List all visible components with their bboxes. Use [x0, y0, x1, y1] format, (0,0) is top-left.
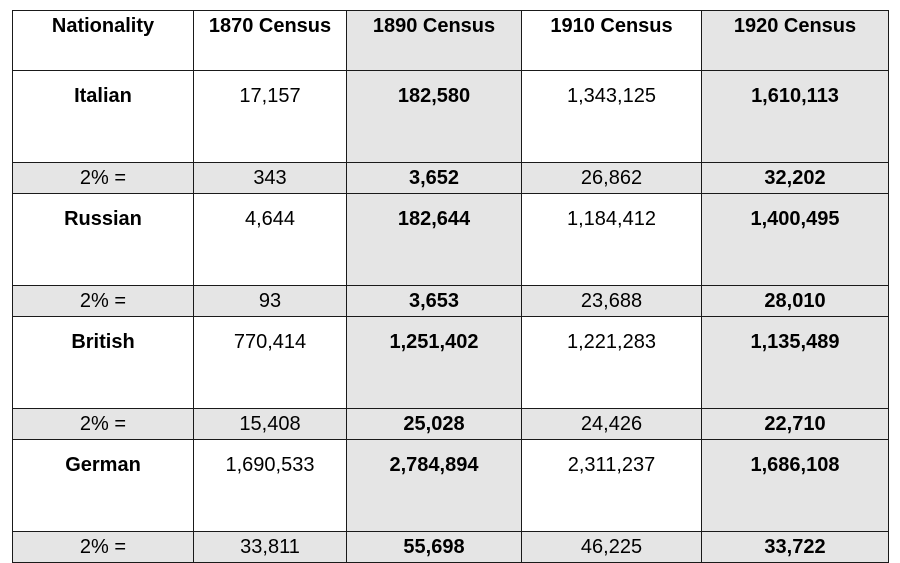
- table-row-german-pct: [13, 532, 889, 563]
- pct-cell-1920: 22,710: [702, 409, 889, 440]
- table-row-british: [13, 317, 889, 409]
- pct-label-cell: 2% =: [13, 163, 194, 194]
- value-cell-1870: 17,157: [194, 71, 347, 163]
- header-1870: 1870 Census: [194, 11, 347, 71]
- nationality-cell: German: [13, 440, 194, 532]
- value-cell-1890: 2,784,894: [347, 440, 522, 532]
- value-cell-1910: 1,221,283: [522, 317, 702, 409]
- value-cell-1910: 1,184,412: [522, 194, 702, 286]
- pct-cell-1890: 25,028: [347, 409, 522, 440]
- value-cell-1920: 1,400,495: [702, 194, 889, 286]
- header-nationality: Nationality: [13, 11, 194, 71]
- nationality-cell: Italian: [13, 71, 194, 163]
- pct-cell-1910: 23,688: [522, 286, 702, 317]
- table-row-italian: [13, 71, 889, 163]
- table-row-russian-pct: [13, 286, 889, 317]
- pct-cell-1920: 33,722: [702, 532, 889, 563]
- value-cell-1870: 4,644: [194, 194, 347, 286]
- census-table: [12, 10, 889, 563]
- nationality-cell: British: [13, 317, 194, 409]
- value-cell-1920: 1,135,489: [702, 317, 889, 409]
- pct-cell-1870: 343: [194, 163, 347, 194]
- header-row: [13, 11, 889, 71]
- pct-cell-1890: 55,698: [347, 532, 522, 563]
- header-1890: 1890 Census: [347, 11, 522, 71]
- pct-cell-1910: 46,225: [522, 532, 702, 563]
- header-1920: 1920 Census: [702, 11, 889, 71]
- nationality-cell: Russian: [13, 194, 194, 286]
- pct-cell-1870: 15,408: [194, 409, 347, 440]
- pct-cell-1920: 32,202: [702, 163, 889, 194]
- pct-cell-1920: 28,010: [702, 286, 889, 317]
- pct-cell-1870: 33,811: [194, 532, 347, 563]
- pct-cell-1910: 26,862: [522, 163, 702, 194]
- table-row-russian: [13, 194, 889, 286]
- value-cell-1890: 1,251,402: [347, 317, 522, 409]
- census-table-container: [12, 10, 888, 563]
- value-cell-1890: 182,644: [347, 194, 522, 286]
- pct-cell-1870: 93: [194, 286, 347, 317]
- pct-cell-1910: 24,426: [522, 409, 702, 440]
- value-cell-1920: 1,610,113: [702, 71, 889, 163]
- value-cell-1890: 182,580: [347, 71, 522, 163]
- table-row-british-pct: [13, 409, 889, 440]
- value-cell-1920: 1,686,108: [702, 440, 889, 532]
- value-cell-1870: 770,414: [194, 317, 347, 409]
- pct-label-cell: 2% =: [13, 532, 194, 563]
- header-1910: 1910 Census: [522, 11, 702, 71]
- table-row-german: [13, 440, 889, 532]
- table-row-italian-pct: [13, 163, 889, 194]
- value-cell-1910: 1,343,125: [522, 71, 702, 163]
- pct-label-cell: 2% =: [13, 409, 194, 440]
- value-cell-1910: 2,311,237: [522, 440, 702, 532]
- pct-cell-1890: 3,652: [347, 163, 522, 194]
- pct-label-cell: 2% =: [13, 286, 194, 317]
- value-cell-1870: 1,690,533: [194, 440, 347, 532]
- pct-cell-1890: 3,653: [347, 286, 522, 317]
